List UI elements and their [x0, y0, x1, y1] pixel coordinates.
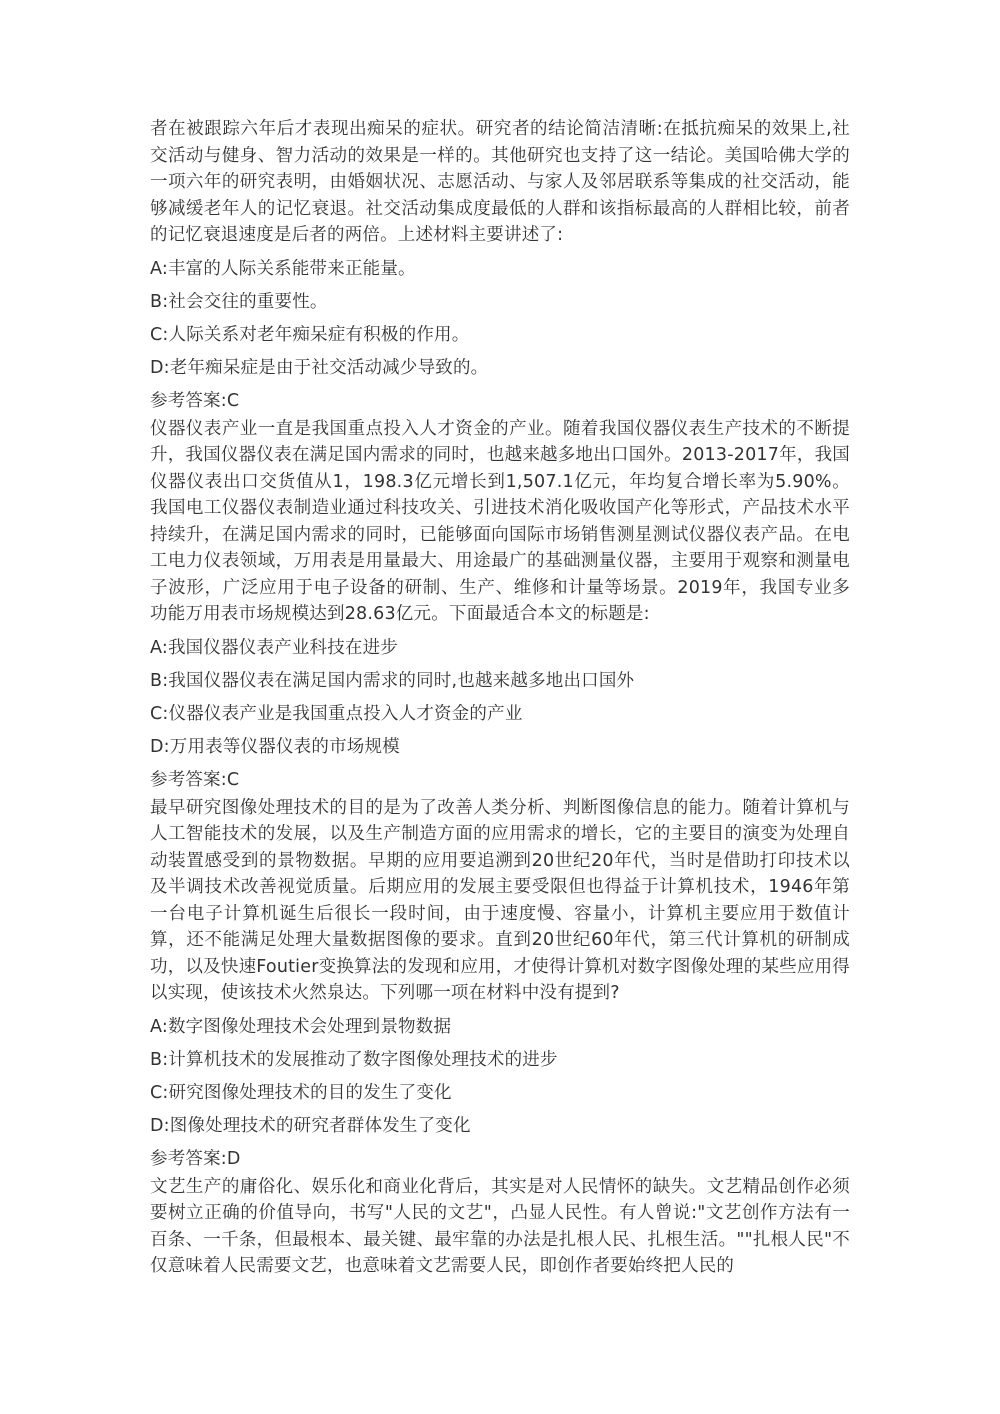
option-d: D:图像处理技术的研究者群体发生了变化 [150, 1115, 471, 1136]
option-c: C:研究图像处理技术的目的发生了变化 [150, 1082, 452, 1103]
option-a: A:我国仪器仪表产业科技在进步 [150, 637, 399, 658]
option-c: C:仪器仪表产业是我国重点投入人才资金的产业 [150, 703, 523, 724]
question-block-1 [150, 116, 850, 414]
reference-answer: 参考答案:C [150, 769, 240, 790]
question-block-3 [150, 795, 850, 1172]
reference-answer: 参考答案:D [150, 1148, 241, 1169]
question-block-4 [150, 1174, 850, 1280]
option-d: D:万用表等仪器仪表的市场规模 [150, 736, 400, 757]
option-d: D:老年痴呆症是由于社交活动减少导致的。 [150, 357, 489, 378]
option-b: B:计算机技术的发展推动了数字图像处理技术的进步 [150, 1049, 558, 1070]
option-b: B:我国仪器仪表在满足国内需求的同时,也越来越多地出口国外 [150, 670, 635, 691]
option-b: B:社会交往的重要性。 [150, 291, 328, 312]
option-c: C:人际关系对老年痴呆症有积极的作用。 [150, 324, 470, 345]
question-passage: 最早研究图像处理技术的目的是为了改善人类分析、判断图像信息的能力。随着计算机与人工智能技术的发展，以及生产制造方面的应用需求的增长，它的主要目的演变为处理自动装置感受到的景物数据。早期的应用要追溯到20世纪20年代，当时是借助打印技术以及半调技术改善视觉质量。后期应用的发展主要受限但也得益于计算机技术，1946年第一台电子计算机诞生后很长一段时间，由于速度慢、容量小，计算机主要应用于数值计算，还不能满足处理大量数据图像的要求。直到20世纪60年代，第三代计算机的研制成功，以及快速Foutier变换算法的发现和应用，才使得计算机对数字图像处理的某些应用得以实现，使该技术火然泉达。下列哪一项在材料中没有提到? [150, 797, 850, 1003]
question-block-2 [150, 416, 850, 793]
question-passage: 文艺生产的庸俗化、娱乐化和商业化背后，其实是对人民情怀的缺失。文艺精品创作必须要树立正确的价值导向，书写"人民的文艺"，凸显人民性。有人曾说:"文艺创作方法有一百条、一千条，但最根本、最关键、最牢靠的办法是扎根人民、扎根生活。""扎根人民"不仅意味着人民需要文艺，也意味着文艺需要人民，即创作者要始终把人民的 [150, 1176, 850, 1276]
question-passage: 者在被跟踪六年后才表现出痴呆的症状。研究者的结论简洁清晰:在抵抗痴呆的效果上,社交活动与健身、智力活动的效果是一样的。其他研究也支持了这一结论。美国哈佛大学的一项六年的研究表明，由婚姻状况、志愿活动、与家人及邻居联系等集成的社交活动，能够减缓老年人的记忆衰退。社交活动集成度最低的人群和该指标最高的人群相比较，前者的记忆衰退速度是后者的两倍。上述材料主要讲述了: [150, 119, 850, 245]
option-a: A:丰富的人际关系能带来正能量。 [150, 258, 416, 279]
option-a: A:数字图像处理技术会处理到景物数据 [150, 1016, 452, 1037]
reference-answer: 参考答案:C [150, 390, 240, 411]
question-passage: 仪器仪表产业一直是我国重点投入人才资金的产业。随着我国仪器仪表生产技术的不断提升，我国仪器仪表在满足国内需求的同时，也越来越多地出口国外。2013-2017年，我国仪器仪表出口交货值从1，198.3亿元增长到1,507.1亿元，年均复合增长率为5.90%。我国电工仪器仪表制造业通过科技攻关、引进技术消化吸收国产化等形式，产品技术水平持续升，在满足国内需求的同时，已能够面向国际市场销售测星测试仪器仪表产品。在电工电力仪表领域，万用表是用量最大、用途最广的基础测量仪器，主要用于观察和测量电子波形，广泛应用于电子设备的研制、生产、维修和计量等场景。2019年，我国专业多功能万用表市场规模达到28.63亿元。下面最适合本文的标题是: [150, 418, 850, 624]
